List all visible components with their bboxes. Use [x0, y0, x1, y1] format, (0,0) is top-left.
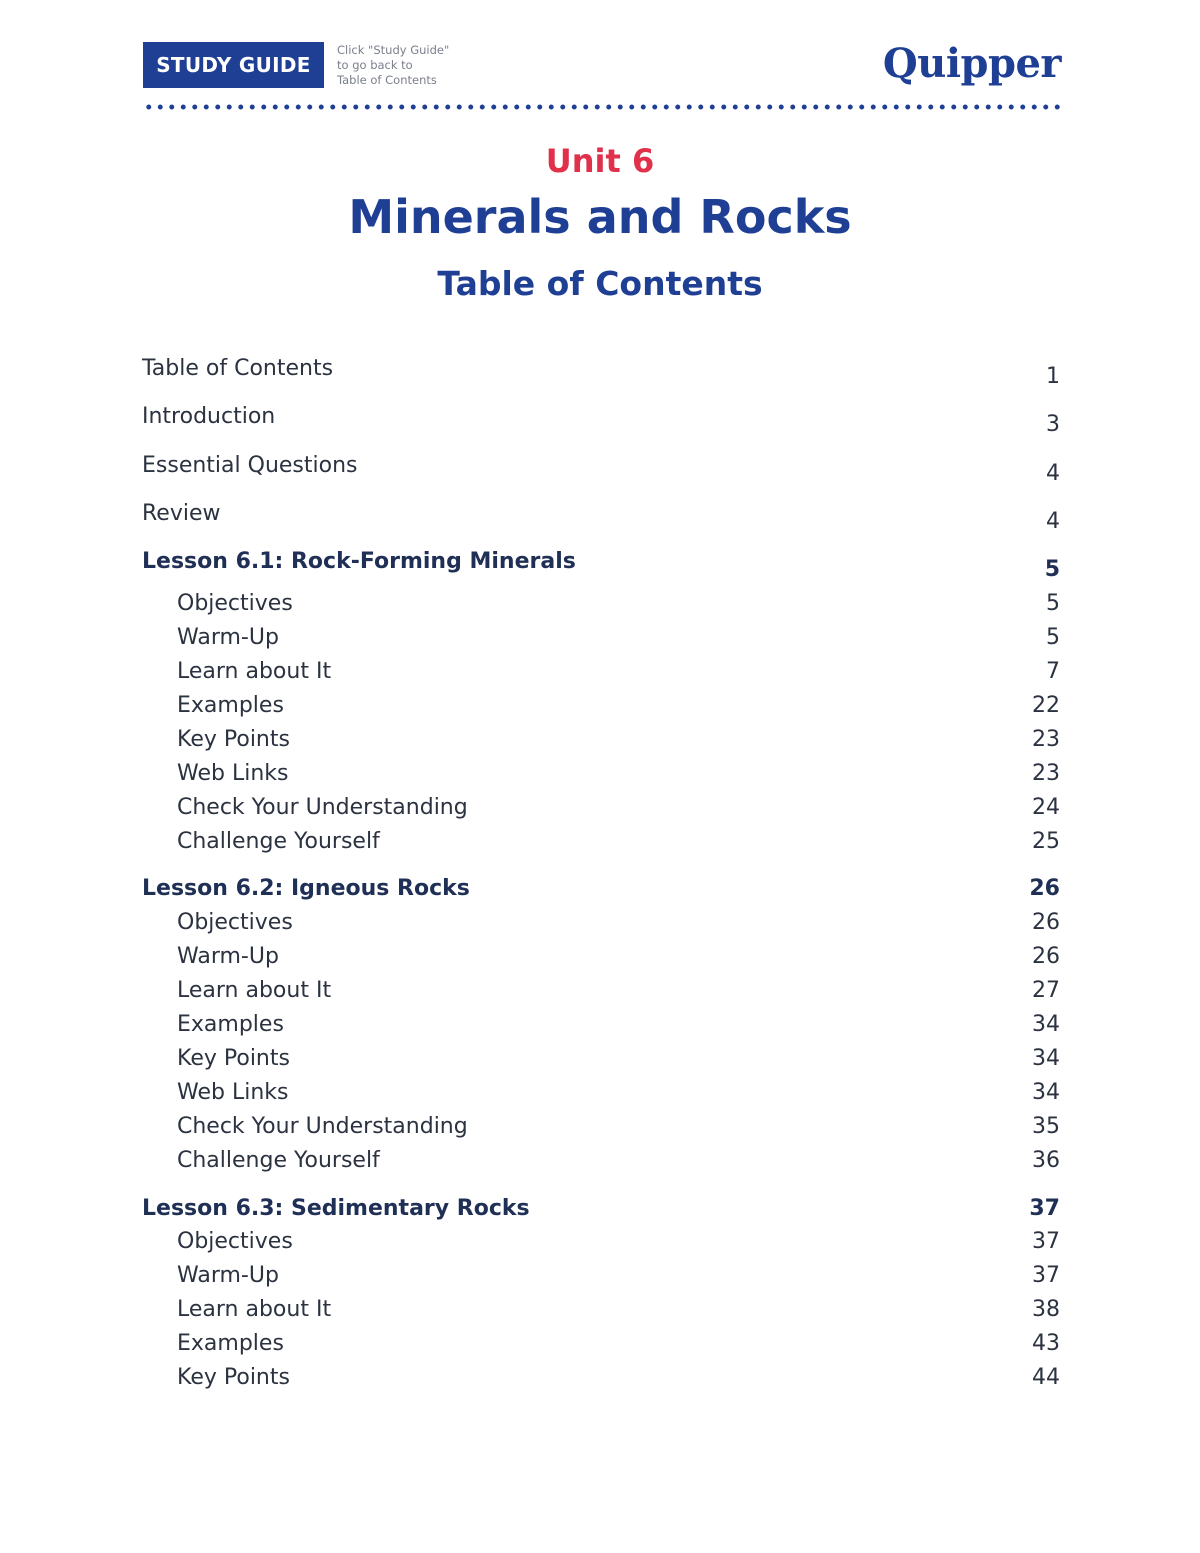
toc-entry-page: 26: [1029, 876, 1060, 901]
toc-entry-label: Challenge Yourself: [177, 1148, 380, 1173]
study-guide-hint: [337, 43, 449, 88]
toc-entry-page: 7: [1046, 659, 1060, 684]
toc-entry-label: Key Points: [177, 727, 290, 752]
toc-entry-page: 5: [1046, 591, 1060, 616]
toc-entry-page: 26: [1032, 944, 1060, 969]
toc-entry-label: Examples: [177, 1012, 284, 1037]
study-guide-button[interactable]: STUDY GUIDE: [143, 42, 324, 88]
toc-entry-label: Learn about It: [177, 978, 332, 1003]
toc-entry-page: 3: [1046, 412, 1060, 437]
page-subtitle: Table of Contents: [437, 264, 763, 303]
toc-entry-page: 43: [1032, 1331, 1060, 1356]
toc-entry-page: 5: [1044, 557, 1060, 582]
toc-entry-page: 37: [1032, 1229, 1060, 1254]
toc-entry-page: 34: [1032, 1046, 1060, 1071]
hint-line: Table of Contents: [337, 73, 437, 87]
toc-entry-label: Check Your Understanding: [177, 1114, 468, 1139]
toc-entry-label: Examples: [177, 693, 284, 718]
toc-entry-page: 1: [1046, 364, 1060, 389]
toc-entry-page: 25: [1032, 829, 1060, 854]
toc-entry-page: 44: [1032, 1365, 1060, 1390]
toc-entry-label: Key Points: [177, 1046, 290, 1071]
page-title: Minerals and Rocks: [348, 190, 852, 244]
toc-entry-label: Lesson 6.1: Rock-Forming Minerals: [142, 549, 576, 574]
toc-entry-page: 37: [1032, 1263, 1060, 1288]
toc-entry-label: Learn about It: [177, 659, 332, 684]
toc-entry-page: 37: [1029, 1196, 1060, 1221]
toc-entry-label: Challenge Yourself: [177, 829, 380, 854]
toc-entry-label: Essential Questions: [142, 453, 358, 478]
toc-entry-label: Warm-Up: [177, 1263, 279, 1288]
toc-entry-label: Warm-Up: [177, 625, 279, 650]
toc-entry-page: 5: [1046, 625, 1060, 650]
hint-line: to go back to: [337, 58, 413, 72]
toc-entry-page: 23: [1032, 761, 1060, 786]
toc-entry-label: Learn about It: [177, 1297, 332, 1322]
toc-entry-label: Web Links: [177, 1080, 289, 1105]
toc-entry-label: Lesson 6.3: Sedimentary Rocks: [142, 1196, 530, 1221]
toc-entry-page: 36: [1032, 1148, 1060, 1173]
dotted-divider: [143, 104, 1061, 110]
toc-entry-label: Lesson 6.2: Igneous Rocks: [142, 876, 470, 901]
toc-entry-label: Examples: [177, 1331, 284, 1356]
toc-entry-page: 24: [1032, 795, 1060, 820]
toc-entry-label: Objectives: [177, 1229, 293, 1254]
toc-entry-page: 35: [1032, 1114, 1060, 1139]
unit-label: Unit 6: [545, 142, 655, 180]
toc-entry-page: 26: [1032, 910, 1060, 935]
toc-entry-page: 34: [1032, 1012, 1060, 1037]
toc-entry-page: 22: [1032, 693, 1060, 718]
toc-entry-page: 4: [1046, 509, 1060, 534]
toc-entry-label: Warm-Up: [177, 944, 279, 969]
toc-entry-page: 4: [1046, 461, 1060, 486]
toc-entry-page: 38: [1032, 1297, 1060, 1322]
toc-entry-label: Key Points: [177, 1365, 290, 1390]
toc-entry-label: Table of Contents: [142, 356, 334, 381]
toc-entry-label: Introduction: [142, 404, 276, 429]
toc-entry-page: 27: [1032, 978, 1060, 1003]
toc-entry-label: Review: [142, 501, 221, 526]
page-header: [143, 42, 1061, 88]
toc-entry-label: Objectives: [177, 910, 293, 935]
toc-entry-page: 34: [1032, 1080, 1060, 1105]
toc-entry-label: Objectives: [177, 591, 293, 616]
quipper-logo: Quipper: [882, 40, 1061, 87]
hint-line: Click "Study Guide": [337, 43, 450, 57]
toc-entry-label: Web Links: [177, 761, 289, 786]
toc-entry-label: Check Your Understanding: [177, 795, 468, 820]
toc-entry-page: 23: [1032, 727, 1060, 752]
